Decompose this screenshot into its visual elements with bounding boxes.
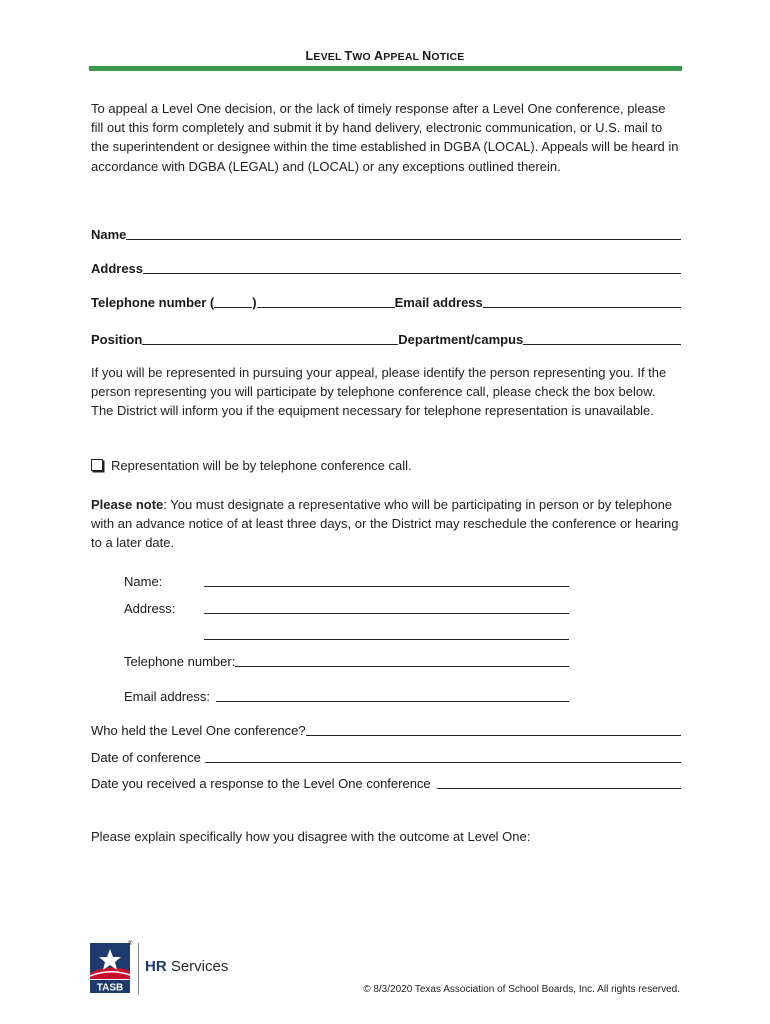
- representation-paragraph: If you will be represented in pursuing your appeal, please identify the person representing you. If the person representing you will participate by telephone conference call, please check the box below. The District will inform you if the equipment necessary for telephone representation is unavailable.: [91, 365, 667, 419]
- conference-date-input-line[interactable]: [205, 748, 681, 763]
- area-code-input-line[interactable]: [214, 293, 252, 308]
- address-field[interactable]: [91, 258, 681, 276]
- name-label: Name: [91, 227, 127, 242]
- rep-telephone-label: Telephone number:: [124, 654, 236, 669]
- response-date-label: Date you received a response to the Level One conference: [91, 776, 431, 791]
- page-title: [0, 49, 770, 63]
- telephone-representation-checkbox[interactable]: [91, 459, 103, 471]
- name-input-line[interactable]: [126, 225, 681, 240]
- copyright-notice: © 8/3/2020 Texas Association of School Boards, Inc. All rights reserved.: [363, 984, 680, 995]
- rep-name-row: [124, 571, 569, 589]
- email-input-line[interactable]: [483, 293, 681, 308]
- email-label: Email address: [394, 295, 483, 310]
- rep-name-input-line[interactable]: [204, 572, 569, 587]
- please-note-label: Please note: [91, 497, 164, 512]
- hr-services-logo: [145, 958, 228, 975]
- position-input-line[interactable]: [142, 330, 398, 345]
- explain-prompt: Please explain specifically how you disagree with the outcome at Level One:: [91, 829, 531, 844]
- title-part: T: [344, 49, 353, 63]
- title-part: N: [422, 49, 432, 63]
- telephone-input-line[interactable]: [257, 293, 395, 308]
- please-note-paragraph: [91, 495, 681, 553]
- rep-address-input-line-2[interactable]: [204, 625, 569, 640]
- telephone-label: Telephone number (: [91, 295, 215, 310]
- title-rule: [89, 66, 682, 71]
- position-label: Position: [91, 332, 143, 347]
- rep-email-row: [124, 686, 569, 704]
- rep-address-row: [124, 598, 569, 616]
- department-input-line[interactable]: [523, 330, 681, 345]
- address-input-line[interactable]: [143, 259, 681, 274]
- who-held-label: Who held the Level One conference?: [91, 723, 306, 738]
- intro-paragraph: To appeal a Level One decision, or the lack of timely response after a Level One conference, please fill out this form completely and submit it by hand delivery, electronic communication, or U.S. mail to the superintendent or designee within the time established in DGBA (LOCAL). Appeals will be heard in accordance with DGBA (LEGAL) and (LOCAL) or any exceptions outlined therein.: [91, 101, 679, 174]
- name-field[interactable]: [91, 224, 681, 242]
- hr-services-rest: Services: [166, 958, 229, 975]
- tasb-logo-text: TASB: [96, 982, 124, 994]
- title-part: OTICE: [431, 51, 465, 63]
- response-date-row: [91, 773, 681, 791]
- title-part: WO: [352, 51, 374, 63]
- conference-date-label: Date of conference: [91, 750, 201, 765]
- who-held-row: [91, 720, 681, 738]
- rep-email-input-line[interactable]: [216, 687, 569, 702]
- rep-telephone-row: [124, 651, 569, 669]
- hr-services-bold: HR: [145, 958, 167, 975]
- rep-name-label: Name:: [124, 574, 163, 589]
- title-part: PPEAL: [383, 51, 423, 63]
- registered-mark: ®: [128, 941, 133, 947]
- telephone-close-paren: ): [252, 295, 257, 310]
- position-department-row: [91, 329, 681, 347]
- footer-divider: [138, 943, 139, 995]
- tasb-logo: [90, 941, 133, 994]
- title-part: EVEL: [313, 51, 345, 63]
- address-label: Address: [91, 261, 144, 276]
- rep-telephone-input-line[interactable]: [235, 652, 569, 667]
- conference-date-row: [91, 747, 681, 765]
- title-part: A: [373, 49, 384, 63]
- who-held-input-line[interactable]: [306, 721, 681, 736]
- rep-address-input-line[interactable]: [204, 599, 569, 614]
- please-note-text: : You must designate a representative who will be participating in person or by telephone with an advance notice of at least three days, or the District may reschedule the conference or hearing to a later date.: [91, 497, 679, 551]
- department-label: Department/campus: [398, 332, 524, 347]
- checkbox-label: Representation will be by telephone conference call.: [111, 458, 412, 473]
- rep-email-label: Email address:: [124, 689, 210, 704]
- rep-address-row-2: [124, 624, 569, 642]
- rep-address-label: Address:: [124, 601, 176, 616]
- telephone-email-row: [91, 292, 681, 310]
- title-part: L: [305, 49, 314, 63]
- response-date-input-line[interactable]: [437, 774, 681, 789]
